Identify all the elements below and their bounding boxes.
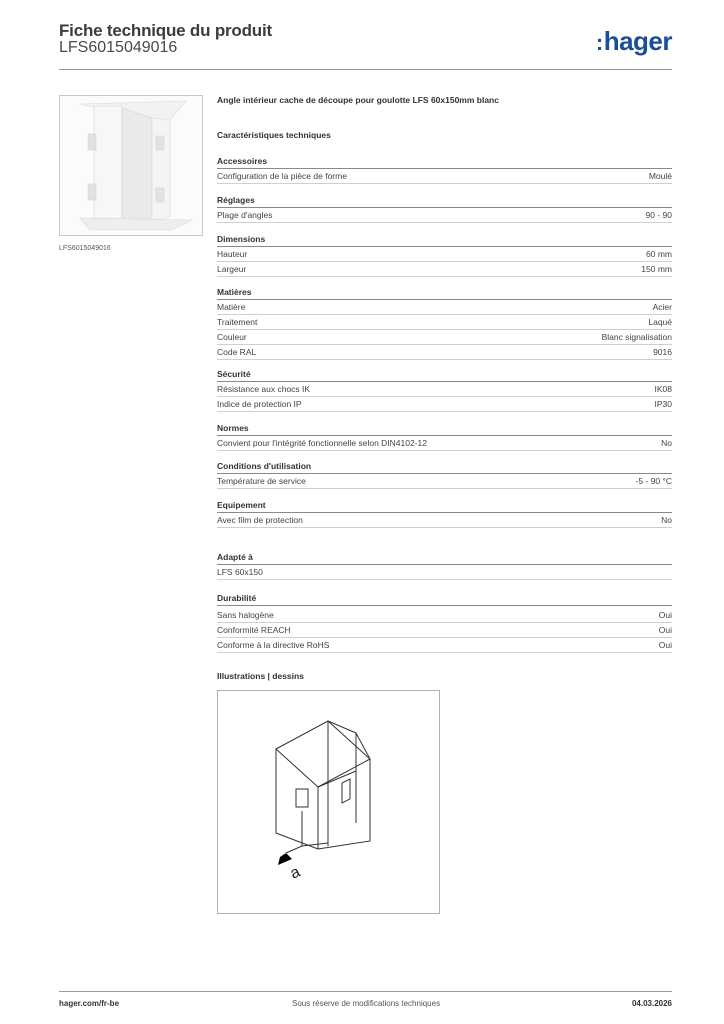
spec-value: 90 - 90 xyxy=(645,210,672,220)
spec-value: IK08 xyxy=(654,384,672,394)
spec-label: Couleur xyxy=(217,332,247,342)
spec-row xyxy=(217,565,672,580)
spec-value: No xyxy=(661,515,672,525)
spec-row xyxy=(217,436,672,451)
spec-value: Laqué xyxy=(648,317,672,327)
dimension-label: a xyxy=(287,863,303,883)
spec-row xyxy=(217,169,672,184)
illustrations-title: Illustrations | dessins xyxy=(217,671,304,681)
spec-label: Indice de protection IP xyxy=(217,399,302,409)
product-photo xyxy=(60,96,202,235)
spec-value: 9016 xyxy=(653,347,672,357)
spec-label: Avec film de protection xyxy=(217,515,303,525)
spec-value: Moulé xyxy=(648,171,672,181)
spec-row xyxy=(217,208,672,223)
spec-row xyxy=(217,330,672,345)
spec-value: Oui xyxy=(658,625,672,635)
product-title: Angle intérieur cache de découpe pour goulotte LFS 60x150mm blanc xyxy=(217,95,499,105)
corner-drawing xyxy=(218,691,439,913)
product-thumbnail xyxy=(59,95,203,236)
spec-label: Conformité REACH xyxy=(217,625,291,635)
spec-row xyxy=(217,382,672,397)
spec-row xyxy=(217,397,672,412)
spec-row xyxy=(217,474,672,489)
page-title: Fiche technique du produit xyxy=(59,21,272,40)
spec-row xyxy=(217,608,672,623)
footer-website-link[interactable]: hager.com/fr-be xyxy=(59,999,120,1008)
spec-label: Largeur xyxy=(217,264,247,274)
spec-value: No xyxy=(661,438,672,448)
footer-divider xyxy=(59,991,672,992)
spec-row xyxy=(217,247,672,262)
spec-value: IP30 xyxy=(654,399,672,409)
section-title-accessoires: Accessoires xyxy=(217,156,672,169)
section-title-conditions: Conditions d'utilisation xyxy=(217,461,672,474)
spec-value: Oui xyxy=(658,640,672,650)
spec-value: 60 mm xyxy=(646,249,672,259)
spec-label: Matière xyxy=(217,302,246,312)
spec-label: Configuration de la pièce de forme xyxy=(217,171,347,181)
section-title-durabilite: Durabilité xyxy=(217,593,672,606)
section-title-normes: Normes xyxy=(217,423,672,436)
spec-value: -5 - 90 °C xyxy=(635,476,672,486)
header-divider xyxy=(59,69,672,70)
logo-text: hager xyxy=(603,26,672,56)
technical-drawing xyxy=(217,690,440,914)
characteristics-title: Caractéristiques techniques xyxy=(217,130,331,140)
spec-row xyxy=(217,345,672,360)
spec-row xyxy=(217,262,672,277)
spec-label: Plage d'angles xyxy=(217,210,273,220)
section-title-matieres: Matières xyxy=(217,287,672,300)
spec-label: Convient pour l'intégrité fonctionnelle selon DIN4102-12 xyxy=(217,438,428,448)
spec-value: 150 mm xyxy=(641,264,672,274)
spec-row xyxy=(217,300,672,315)
spec-row xyxy=(217,623,672,638)
section-title-dimensions: Dimensions xyxy=(217,234,672,247)
spec-label: LFS 60x150 xyxy=(217,567,263,577)
spec-row xyxy=(217,315,672,330)
spec-value: Blanc signalisation xyxy=(601,332,672,342)
spec-label: Code RAL xyxy=(217,347,257,357)
spec-value: Acier xyxy=(652,302,672,312)
product-code: LFS6015049016 xyxy=(59,39,178,56)
section-title-reglages: Réglages xyxy=(217,195,672,208)
hager-logo: :hager xyxy=(595,26,672,56)
spec-label: Sans halogène xyxy=(217,610,274,620)
section-title-securite: Sécurité xyxy=(217,369,672,382)
footer-date: 04.03.2026 xyxy=(631,999,672,1008)
thumbnail-caption: LFS6015049016 xyxy=(59,245,111,252)
spec-label: Température de service xyxy=(217,476,306,486)
footer-disclaimer: Sous réserve de modifications techniques xyxy=(292,999,441,1008)
spec-row xyxy=(217,638,672,653)
spec-value: Oui xyxy=(658,610,672,620)
spec-label: Conforme à la directive RoHS xyxy=(217,640,330,650)
section-title-adapte: Adapté à xyxy=(217,552,672,565)
spec-row xyxy=(217,513,672,528)
spec-label: Traitement xyxy=(217,317,258,327)
section-title-equipement: Equipement xyxy=(217,500,672,513)
spec-label: Résistance aux chocs IK xyxy=(217,384,311,394)
spec-label: Hauteur xyxy=(217,249,248,259)
